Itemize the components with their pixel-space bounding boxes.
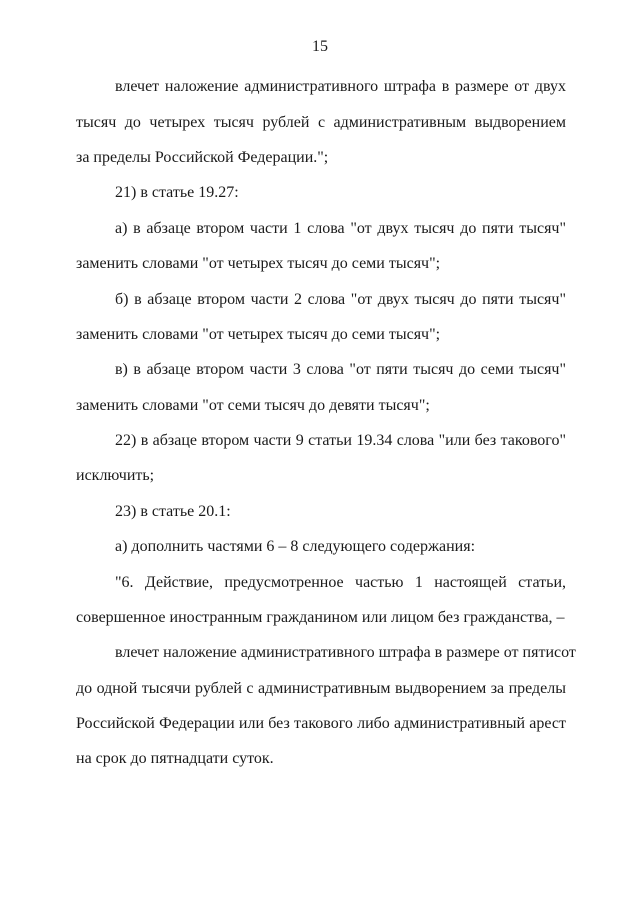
text-line: б) в абзаце втором части 2 слова "от двух тысяч до пяти тысяч" [115,291,566,308]
text-line: заменить словами "от семи тысяч до девяти тысяч"; [76,397,430,414]
text-line: за пределы Российской Федерации."; [76,149,329,166]
text-line: в) в абзаце втором части 3 слова "от пяти тысяч до семи тысяч" [115,361,566,378]
text-line: 23) в статье 20.1: [115,503,231,520]
text-line: до одной тысячи рублей с административным выдворением за пределы [76,680,566,697]
text-line: совершенное иностранным гражданином или лицом без гражданства, – [76,609,565,626]
text-line: а) дополнить частями 6 – 8 следующего содержания: [115,538,476,555]
text-line: исключить; [76,467,155,484]
text-line: 21) в статье 19.27: [115,184,239,201]
text-line: заменить словами "от четырех тысяч до семи тысяч"; [76,255,441,272]
text-line: тысяч до четырех тысяч рублей с административным выдворением [76,114,566,131]
text-line: влечет наложение административного штрафа в размере от двух [115,78,566,95]
text-line: "6. Действие, предусмотренное частью 1 настоящей статьи, [115,574,566,591]
text-line: а) в абзаце втором части 1 слова "от двух тысяч до пяти тысяч" [115,220,566,237]
page-number: 15 [312,38,328,55]
text-line: Российской Федерации или без такового либо административный арест [76,715,566,732]
text-line: на срок до пятнадцати суток. [76,750,274,767]
text-line: заменить словами "от четырех тысяч до семи тысяч"; [76,326,441,343]
text-line: влечет наложение административного штрафа в размере от пятисот [115,644,576,661]
text-line: 22) в абзаце втором части 9 статьи 19.34 слова "или без такового" [115,432,566,449]
